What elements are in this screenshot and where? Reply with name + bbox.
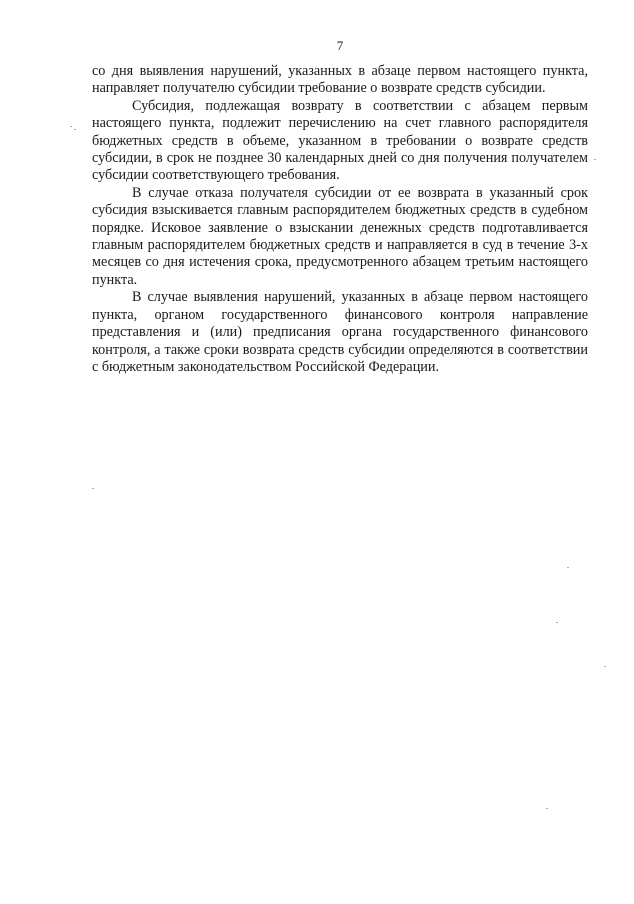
- paragraph-control-violations: В случае выявления нарушений, указанных в абзаце первом настоящего пункта, органом государственного финансового контроля направление представления и (или) предписания органа государственного финансового контроля, а также сроки возврата средств субсидии определяются в соответствии с бюджетным законодательством Российской Федерации.: [92, 289, 588, 375]
- paragraph-subsidy-refund: Субсидия, подлежащая возврату в соответствии с абзацем первым настоящего пункта, подлежит перечислению на счет главного распорядителя бюджетных средств в объеме, указанном в требовании о возврате средств субсидии, в срок не позднее 30 календарных дней со дня получения получателем субсидии соответствующего требования.: [92, 97, 588, 184]
- scan-speck: [74, 129, 76, 130]
- paragraph-continuation: со дня выявления нарушений, указанных в абзаце первом настоящего пункта, направляет получателю субсидии требование о возврате средств субсидии.: [92, 63, 588, 97]
- scan-speck: [92, 488, 94, 489]
- page-number: 7: [336, 38, 344, 53]
- scan-speck: [604, 666, 606, 667]
- paragraph-refusal-recovery: В случае отказа получателя субсидии от ее возврата в указанный срок субсидия взыскивается главным распорядителем бюджетных средств в судебном порядке. Исковое заявление о взыскании денежных средств подготавливается главным распорядителем бюджетных средств и направляется в суд в течение 3-х месяцев со дня истечения срока, предусмотренного абзацем третьим настоящего пункта.: [92, 184, 588, 288]
- scan-speck: [556, 622, 558, 623]
- scan-speck: [546, 808, 548, 809]
- scan-speck: [567, 567, 569, 568]
- document-body: [92, 63, 588, 376]
- scan-speck: [70, 126, 72, 127]
- scan-speck: [594, 159, 596, 160]
